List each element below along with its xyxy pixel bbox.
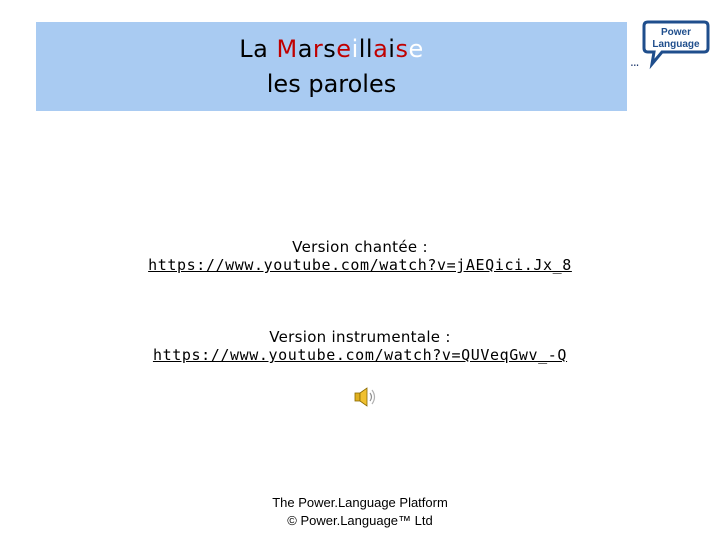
title-line-2: les paroles bbox=[266, 70, 397, 98]
title-line-1 bbox=[36, 35, 627, 63]
logo-word-1: Power bbox=[660, 27, 692, 38]
title-letter: e bbox=[408, 35, 424, 63]
instrumental-version-label: Version instrumentale : bbox=[269, 328, 451, 346]
footer bbox=[0, 494, 720, 530]
title-letter: r bbox=[312, 35, 324, 63]
logo-word-2: Language bbox=[652, 39, 700, 50]
power-language-logo bbox=[642, 18, 710, 70]
title-letter: M bbox=[276, 35, 298, 63]
sung-version bbox=[0, 238, 720, 274]
title-letter: L bbox=[239, 35, 254, 63]
instrumental-version bbox=[0, 328, 720, 364]
sung-version-label: Version chantée : bbox=[292, 238, 428, 256]
title-letter: s bbox=[323, 35, 337, 63]
title-letter: l bbox=[365, 35, 374, 63]
title-letter: a bbox=[253, 35, 269, 63]
title-letter: e bbox=[336, 35, 352, 63]
sung-version-link[interactable]: https://www.youtube.com/watch?v=jAEQici.Jx_8 bbox=[148, 256, 572, 274]
title-letter: s bbox=[395, 35, 409, 63]
title-banner bbox=[36, 22, 627, 111]
speaker-icon[interactable] bbox=[352, 385, 378, 409]
footer-line-2: © Power.Language™ Ltd bbox=[287, 513, 433, 528]
title-letter: i bbox=[388, 35, 396, 63]
title-letter: a bbox=[373, 35, 389, 63]
title-letter: a bbox=[297, 35, 313, 63]
footer-line-1: The Power.Language Platform bbox=[272, 495, 448, 510]
title-letter: i bbox=[351, 35, 359, 63]
title-letter: l bbox=[358, 35, 366, 63]
logo-ellipsis: ... bbox=[630, 55, 639, 69]
instrumental-version-link[interactable]: https://www.youtube.com/watch?v=QUVeqGwv_-Q bbox=[152, 346, 568, 364]
